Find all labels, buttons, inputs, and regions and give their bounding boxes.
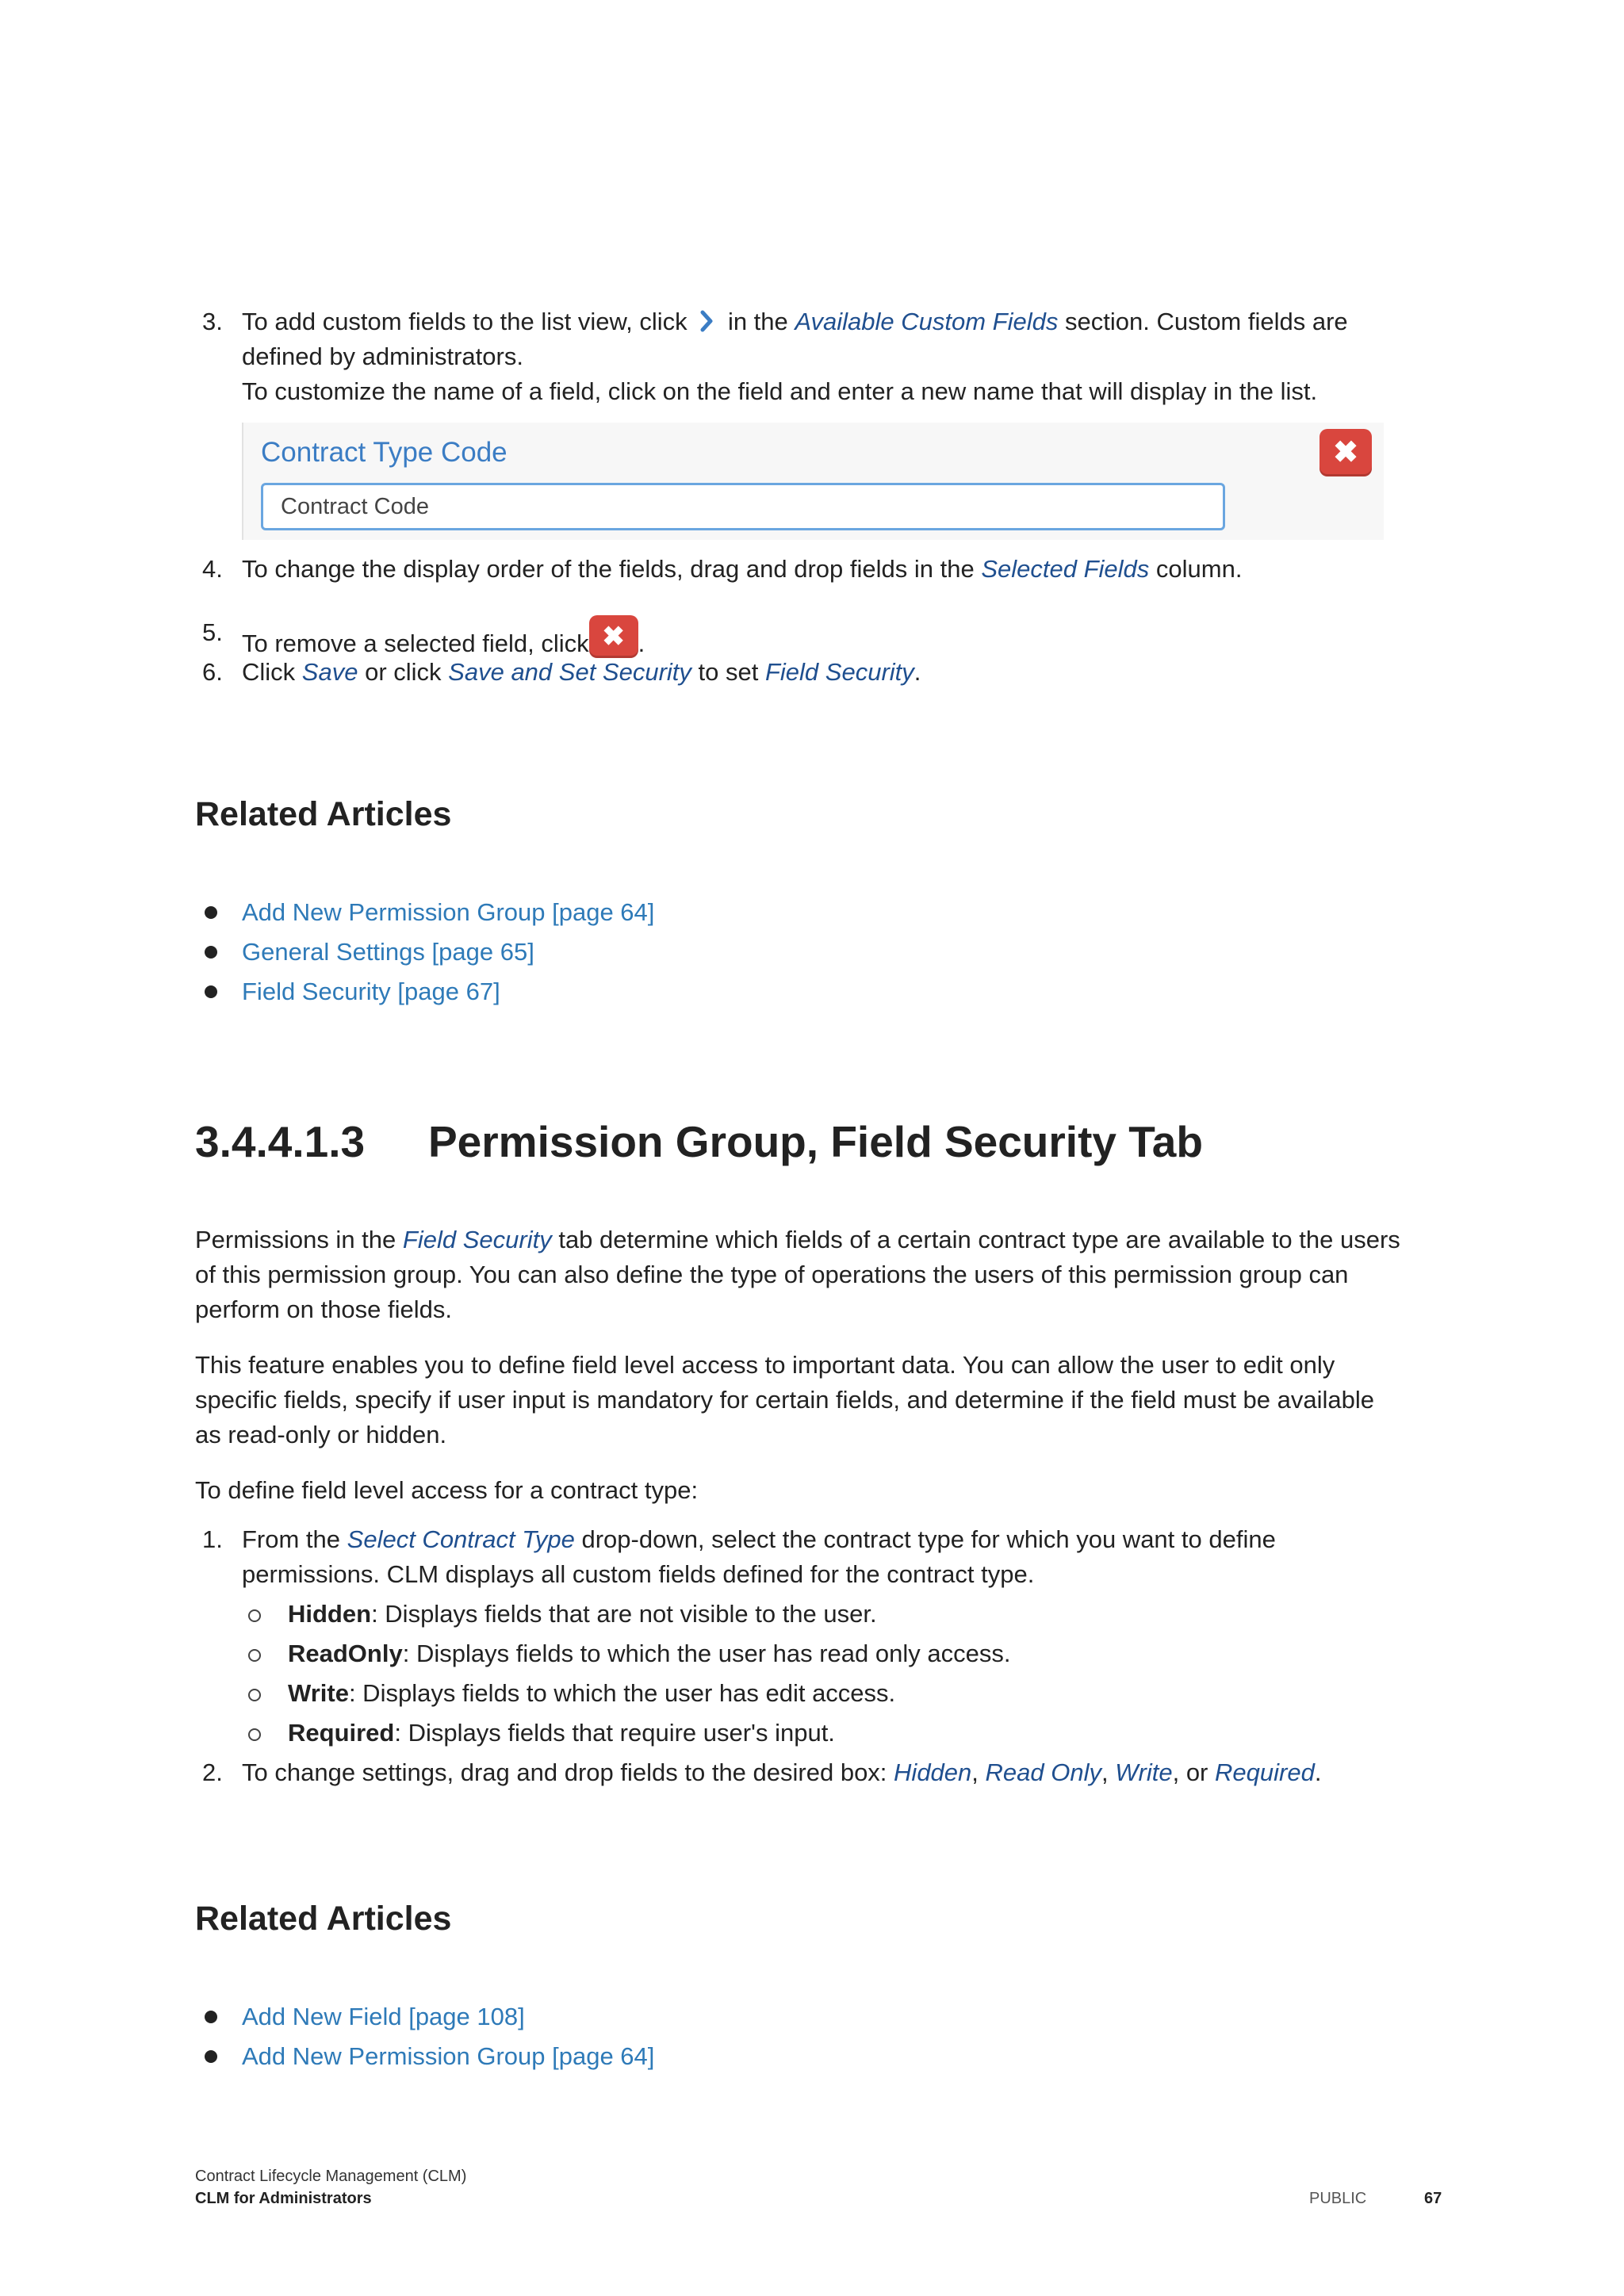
write-ref: Write bbox=[1115, 1758, 1173, 1786]
step-4 bbox=[202, 552, 1439, 587]
description: : Displays fields that require user's input. bbox=[394, 1719, 835, 1747]
footer-classification: PUBLIC bbox=[1309, 2190, 1367, 2207]
close-icon: ✖ bbox=[589, 615, 638, 658]
related-link-general-settings[interactable]: General Settings [page 65] bbox=[242, 938, 534, 966]
step-number: 6. bbox=[202, 658, 223, 686]
related-link-add-new-permission-group[interactable]: Add New Permission Group [page 64] bbox=[242, 2042, 655, 2070]
bullet-icon bbox=[205, 906, 217, 919]
paragraph-text: specific fields, specify if user input is mandatory for certain fields, and determine if the field must be available bbox=[195, 1386, 1375, 1414]
read-only-ref: Read Only bbox=[985, 1758, 1102, 1786]
circle-bullet-icon bbox=[248, 1689, 261, 1701]
section-title: Permission Group, Field Security Tab bbox=[428, 1117, 1203, 1166]
step-number: 3. bbox=[202, 308, 223, 335]
step-number: 4. bbox=[202, 555, 223, 583]
step-text: To customize the name of a field, click on the field and enter a new name that will display in the list. bbox=[242, 377, 1318, 405]
selected-fields-ref: Selected Fields bbox=[981, 555, 1150, 583]
list-item bbox=[288, 1597, 877, 1632]
bullet-icon bbox=[205, 2011, 217, 2023]
step-number: 1. bbox=[202, 1525, 223, 1553]
step-text: . bbox=[914, 658, 921, 686]
paragraph-text: as read-only or hidden. bbox=[195, 1421, 447, 1448]
step-6 bbox=[202, 655, 1439, 690]
bullet-icon bbox=[205, 2050, 217, 2063]
step-2 bbox=[202, 1755, 1439, 1790]
step-text: defined by administrators. bbox=[242, 342, 523, 370]
available-custom-fields-ref: Available Custom Fields bbox=[795, 308, 1059, 335]
save-and-set-security-ref: Save and Set Security bbox=[448, 658, 691, 686]
step-text: section. Custom fields are bbox=[1065, 308, 1348, 335]
required-ref: Required bbox=[1215, 1758, 1315, 1786]
bullet-icon bbox=[205, 946, 217, 959]
term: Write bbox=[288, 1679, 349, 1707]
term: ReadOnly bbox=[288, 1640, 403, 1667]
step-number: 2. bbox=[202, 1758, 223, 1786]
circle-bullet-icon bbox=[248, 1609, 261, 1622]
paragraph-text: This feature enables you to define field level access to important data. You can allow the user to edit only bbox=[195, 1351, 1335, 1379]
related-link-add-new-permission-group[interactable]: Add New Permission Group [page 64] bbox=[242, 898, 655, 926]
step-1 bbox=[202, 1522, 1439, 1594]
paragraph bbox=[195, 1348, 1448, 1452]
select-contract-type-ref: Select Contract Type bbox=[347, 1525, 575, 1553]
paragraph-text: perform on those fields. bbox=[195, 1295, 452, 1323]
step-text: or click bbox=[365, 658, 442, 686]
step-number: 5. bbox=[202, 618, 223, 646]
term: Hidden bbox=[288, 1600, 372, 1628]
footer-doc-title: Contract Lifecycle Management (CLM) bbox=[195, 2168, 467, 2185]
step-text: . bbox=[638, 629, 645, 657]
page-number: 67 bbox=[1424, 2190, 1442, 2207]
related-link-add-new-field[interactable]: Add New Field [page 108] bbox=[242, 2003, 525, 2030]
step-text: . bbox=[1314, 1758, 1322, 1786]
step-text: To add custom fields to the list view, click bbox=[242, 308, 688, 335]
bullet-icon bbox=[205, 985, 217, 998]
field-security-ref: Field Security bbox=[402, 1226, 552, 1253]
step-text: column. bbox=[1155, 555, 1243, 583]
step-text: From the bbox=[242, 1525, 341, 1553]
step-text: permissions. CLM displays all custom fields defined for the contract type. bbox=[242, 1560, 1035, 1588]
field-name-input[interactable] bbox=[261, 483, 1225, 530]
circle-bullet-icon bbox=[248, 1728, 261, 1741]
paragraph bbox=[195, 1223, 1448, 1327]
save-ref: Save bbox=[301, 658, 358, 686]
description: : Displays fields that are not visible to the user. bbox=[371, 1600, 877, 1628]
field-rename-screenshot bbox=[242, 423, 1384, 540]
step-text: to set bbox=[698, 658, 759, 686]
separator: , bbox=[1101, 1758, 1109, 1786]
description: : Displays fields to which the user has read only access. bbox=[402, 1640, 1011, 1667]
list-item bbox=[288, 1636, 1010, 1671]
paragraph-text: tab determine which fields of a certain contract type are available to the users bbox=[558, 1226, 1400, 1253]
related-articles-heading: Related Articles bbox=[195, 795, 452, 833]
step-text: in the bbox=[727, 308, 788, 335]
step-text: To change the display order of the fields, drag and drop fields in the bbox=[242, 555, 975, 583]
step-5 bbox=[202, 615, 1439, 657]
separator: , or bbox=[1172, 1758, 1208, 1786]
close-icon[interactable]: ✖ bbox=[1320, 429, 1372, 476]
footer-guide-title: CLM for Administrators bbox=[195, 2190, 372, 2207]
separator: , bbox=[971, 1758, 979, 1786]
field-security-ref: Field Security bbox=[764, 658, 914, 686]
related-articles-heading: Related Articles bbox=[195, 1900, 452, 1938]
term: Required bbox=[288, 1719, 395, 1747]
step-text: drop-down, select the contract type for which you want to define bbox=[581, 1525, 1276, 1553]
paragraph: To define field level access for a contract type: bbox=[195, 1476, 699, 1504]
step-text: To change settings, drag and drop fields to the desired box: bbox=[242, 1758, 887, 1786]
list-item bbox=[288, 1716, 835, 1751]
description: : Displays fields to which the user has edit access. bbox=[348, 1679, 896, 1707]
paragraph-text: Permissions in the bbox=[195, 1226, 396, 1253]
field-title: Contract Type Code bbox=[261, 437, 508, 468]
section-number: 3.4.4.1.3 bbox=[195, 1117, 366, 1166]
hidden-ref: Hidden bbox=[894, 1758, 972, 1786]
step-text: Click bbox=[242, 658, 296, 686]
list-item bbox=[288, 1676, 895, 1711]
related-link-field-security[interactable]: Field Security [page 67] bbox=[242, 978, 500, 1005]
paragraph-text: of this permission group. You can also define the type of operations the users of this permission group can bbox=[195, 1261, 1349, 1288]
circle-bullet-icon bbox=[248, 1649, 261, 1662]
step-text: To remove a selected field, click bbox=[242, 629, 589, 657]
chevron-right-icon bbox=[697, 309, 716, 333]
